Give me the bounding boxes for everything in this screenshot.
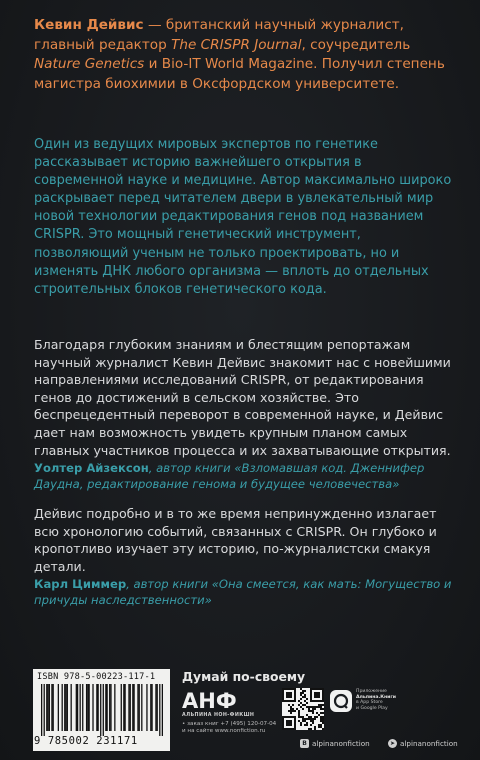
barcode-bar <box>139 684 140 731</box>
qr-module <box>298 710 300 712</box>
qr-module <box>320 718 322 720</box>
barcode-bar <box>65 684 66 731</box>
qr-module <box>304 696 306 698</box>
qr-module <box>312 720 314 722</box>
qr-module <box>318 706 320 708</box>
qr-module <box>292 704 294 706</box>
qr-module <box>298 712 300 714</box>
publisher-name: АЛЬПИНА НОН-ФИКШН <box>182 713 255 718</box>
barcode-bar <box>67 684 68 731</box>
social-handle: alpinanonfiction <box>312 739 370 748</box>
qr-module <box>322 720 324 722</box>
barcode-bar <box>44 684 45 736</box>
qr-module <box>306 698 308 700</box>
qr-module <box>314 708 316 710</box>
qr-module <box>300 706 302 708</box>
qr-module <box>318 704 320 706</box>
barcode-bar <box>76 684 77 731</box>
qr-module <box>302 696 304 698</box>
qr-module <box>310 710 312 712</box>
qr-module <box>310 706 312 708</box>
barcode-bar <box>82 684 83 731</box>
barcode-bar <box>41 684 42 736</box>
review-isaacson <box>34 336 454 492</box>
qr-module <box>304 690 306 692</box>
app-text <box>356 689 414 711</box>
review-zimmer <box>34 505 454 608</box>
reviewer-name: Уолтер Айзексон <box>34 461 149 476</box>
qr-module <box>314 728 316 730</box>
qr-module <box>304 720 306 722</box>
qr-module <box>304 718 306 720</box>
barcode-bar <box>132 684 133 731</box>
bio-text-3: и Bio-IT World Magazine. Получил степень магистра биохимии в Оксфордском университете. <box>34 56 445 92</box>
barcode-bar <box>137 684 138 731</box>
qr-module <box>320 726 322 728</box>
barcode-bar <box>49 684 50 731</box>
qr-module <box>298 720 300 722</box>
qr-module <box>290 706 292 708</box>
qr-module <box>320 724 322 726</box>
qr-module <box>304 694 306 696</box>
barcode-bar <box>162 684 163 736</box>
qr-module <box>320 712 322 714</box>
app-line-4: и Google Play <box>356 705 388 711</box>
order-phone: • заказ книг +7 (495) 120-07-04 <box>182 721 277 727</box>
app-line-3: в App Store <box>356 700 383 706</box>
qr-module <box>318 726 320 728</box>
barcode-bar <box>89 684 90 731</box>
barcode-bar <box>157 684 158 731</box>
review-text: Благодаря глубоким знаниям и блестящим репортажам научный журналист Кевин Дейвис знакомит нас с новейшими направлениями исследований CRISPR, от редактирования генов до достижений в сельском хозяйстве. Это беспрецедентный переворот в современной науке, и Дейвис дает нам возможность увидеть крупным планом самых главных участников процесса и их захватывающие открытия. <box>34 337 451 458</box>
barcode-bar <box>103 684 104 736</box>
app-badge <box>330 688 412 718</box>
qr-module <box>288 710 290 712</box>
qr-module <box>304 704 306 706</box>
qr-module <box>314 718 316 720</box>
qr-module <box>322 716 324 718</box>
qr-module <box>322 728 324 730</box>
qr-module <box>304 724 306 726</box>
barcode-bar <box>80 684 81 731</box>
social-telegram <box>388 739 458 748</box>
qr-module <box>306 722 308 724</box>
qr-module <box>294 710 296 712</box>
qr-module <box>290 708 292 710</box>
qr-module <box>288 704 290 706</box>
qr-module <box>302 690 304 692</box>
qr-module <box>298 716 300 718</box>
barcode-bar <box>109 684 110 731</box>
qr-module <box>300 716 302 718</box>
review-attribution <box>34 576 454 608</box>
barcode-bar <box>133 684 134 731</box>
book-blurb: Один из ведущих мировых экспертов по генетике рассказывает историю важнейшего открытия в современной науке и медицине. Автор максимально широко раскрывает перед читателем двери в увлекательный мир новой технологии редактирования генов под названием CRISPR. Это мощный генетический инструмент, позволяющий ученым не только проектировать, но и изменять ДНК любого организма — вплоть до отдельных строительных блоков генетического кода. <box>34 137 452 297</box>
qr-module <box>302 708 304 710</box>
qr-module <box>314 706 316 708</box>
barcode-bar <box>96 684 97 731</box>
author-bio <box>34 16 454 94</box>
barcode-bar <box>58 684 59 731</box>
barcode-bar <box>53 684 54 731</box>
qr-module <box>302 718 304 720</box>
qr-module <box>300 688 302 690</box>
qr-module <box>306 724 308 726</box>
qr-module <box>306 702 308 704</box>
publisher-slogan: Думай по-своему <box>182 669 306 684</box>
nature-genetics: Nature Genetics <box>34 56 145 72</box>
qr-module <box>306 714 308 716</box>
author-name: Кевин Дейвис <box>34 17 144 33</box>
qr-code <box>282 688 324 730</box>
barcode-bar <box>71 684 72 731</box>
ean-digits: 9 785002 231171 <box>34 735 138 747</box>
barcode-bar <box>62 684 63 731</box>
barcode-bar <box>121 684 122 731</box>
barcode-bar <box>51 684 52 731</box>
social-handle: alpinanonfiction <box>400 739 458 748</box>
reviewer-credit: , автор книги «Она смеется, как мать: Могущество и причуды наследственности» <box>34 577 452 608</box>
qr-module <box>290 712 292 714</box>
qr-module <box>302 716 304 718</box>
vk-icon: В <box>300 739 309 748</box>
qr-module <box>310 718 312 720</box>
qr-module <box>310 720 312 722</box>
qr-module <box>306 718 308 720</box>
bio-text-2: , соучредитель <box>301 36 411 53</box>
qr-module <box>314 726 316 728</box>
barcode-bar <box>151 684 152 731</box>
barcode-bar <box>77 684 78 731</box>
qr-module <box>318 714 320 716</box>
barcode-bar <box>92 684 93 731</box>
qr-module <box>312 708 314 710</box>
qr-module <box>320 708 322 710</box>
qr-module <box>298 704 300 706</box>
barcode-bar <box>46 684 47 731</box>
barcode-bar <box>141 684 142 731</box>
barcode-bar <box>159 684 160 736</box>
qr-module <box>290 710 292 712</box>
qr-module <box>300 692 302 694</box>
qr-module <box>322 708 324 710</box>
qr-module <box>308 718 310 720</box>
barcode-bar <box>128 684 129 731</box>
qr-module <box>292 710 294 712</box>
qr-module <box>320 706 322 708</box>
qr-module <box>314 716 316 718</box>
barcode <box>33 669 170 751</box>
qr-module <box>312 718 314 720</box>
journal-name: The CRISPR Journal <box>171 36 302 53</box>
qr-module <box>322 718 324 720</box>
barcode-bar <box>110 684 111 731</box>
qr-module <box>300 702 302 704</box>
qr-module <box>310 724 312 726</box>
qr-module <box>320 704 322 706</box>
app-line-1: Приложение <box>356 689 387 694</box>
qr-module <box>302 704 304 706</box>
barcode-bars <box>41 684 163 736</box>
app-icon <box>330 690 352 712</box>
review-text: Дейвис подробно и в то же время непринужденно излагает всю хронологию событий, связанных с CRISPR. Он глубоко и кропотливо изучает эту историю, по-журналистски смакуя детали. <box>34 506 437 574</box>
qr-module <box>286 720 292 726</box>
barcode-bar <box>100 684 101 736</box>
qr-module <box>308 710 310 712</box>
reviewer-name: Карл Циммер <box>34 577 127 592</box>
qr-module <box>302 720 304 722</box>
barcode-bar <box>64 684 65 731</box>
qr-module <box>302 692 304 694</box>
barcode-bar <box>123 684 124 731</box>
qr-module <box>314 692 320 698</box>
reviewer-credit: , автор книги «Взломавшая код. Дженнифер Даудна, редактирование генома и будущее человечества» <box>34 461 425 492</box>
qr-module <box>298 700 300 702</box>
qr-module <box>286 692 292 698</box>
order-info <box>182 721 292 736</box>
qr-module <box>308 708 310 710</box>
qr-module <box>320 720 322 722</box>
bio-text-1: — британский научный журналист, главный редактор <box>34 17 404 53</box>
qr-module <box>312 712 314 714</box>
book-app-icon <box>330 690 352 712</box>
qr-module <box>322 722 324 724</box>
barcode-bar <box>86 684 87 731</box>
qr-module <box>300 722 302 724</box>
barcode-bar <box>98 684 99 731</box>
social-vk <box>300 739 370 748</box>
qr-module <box>298 714 300 716</box>
qr-module <box>304 700 306 702</box>
qr-module <box>308 728 310 730</box>
barcode-bar <box>124 684 125 731</box>
qr-module <box>316 712 318 714</box>
qr-module <box>320 716 322 718</box>
logo-text: АНФ <box>182 689 237 713</box>
qr-module <box>310 728 312 730</box>
qr-module <box>312 722 314 724</box>
qr-module <box>300 694 302 696</box>
qr-module <box>316 706 318 708</box>
qr-module <box>308 716 310 718</box>
qr-module <box>308 706 310 708</box>
qr-module <box>310 716 312 718</box>
qr-module <box>316 716 318 718</box>
qr-module <box>306 706 308 708</box>
qr-module <box>300 724 302 726</box>
telegram-icon: ➤ <box>389 740 396 747</box>
barcode-bar <box>155 684 156 731</box>
app-line-2: Альпина.Книги <box>356 694 397 700</box>
order-site: и на сайте www.nonfiction.ru <box>182 728 266 735</box>
review-attribution <box>34 460 454 492</box>
qr-module <box>312 710 314 712</box>
qr-module <box>322 712 324 714</box>
qr-module <box>318 724 320 726</box>
qr-module <box>300 698 302 700</box>
barcode-bar <box>114 684 115 731</box>
isbn-label: ISBN 978-5-00223-117-1 <box>37 672 156 682</box>
qr-module <box>292 708 294 710</box>
barcode-bar <box>47 684 48 731</box>
qr-module <box>312 706 314 708</box>
barcode-bar <box>150 684 151 731</box>
barcode-bar <box>87 684 88 731</box>
publisher-logo <box>182 688 237 713</box>
barcode-bar <box>106 684 107 731</box>
barcode-bar <box>130 684 131 731</box>
barcode-bar <box>146 684 147 731</box>
barcode-bar <box>105 684 106 731</box>
qr-module <box>296 708 298 710</box>
qr-module <box>322 704 324 706</box>
